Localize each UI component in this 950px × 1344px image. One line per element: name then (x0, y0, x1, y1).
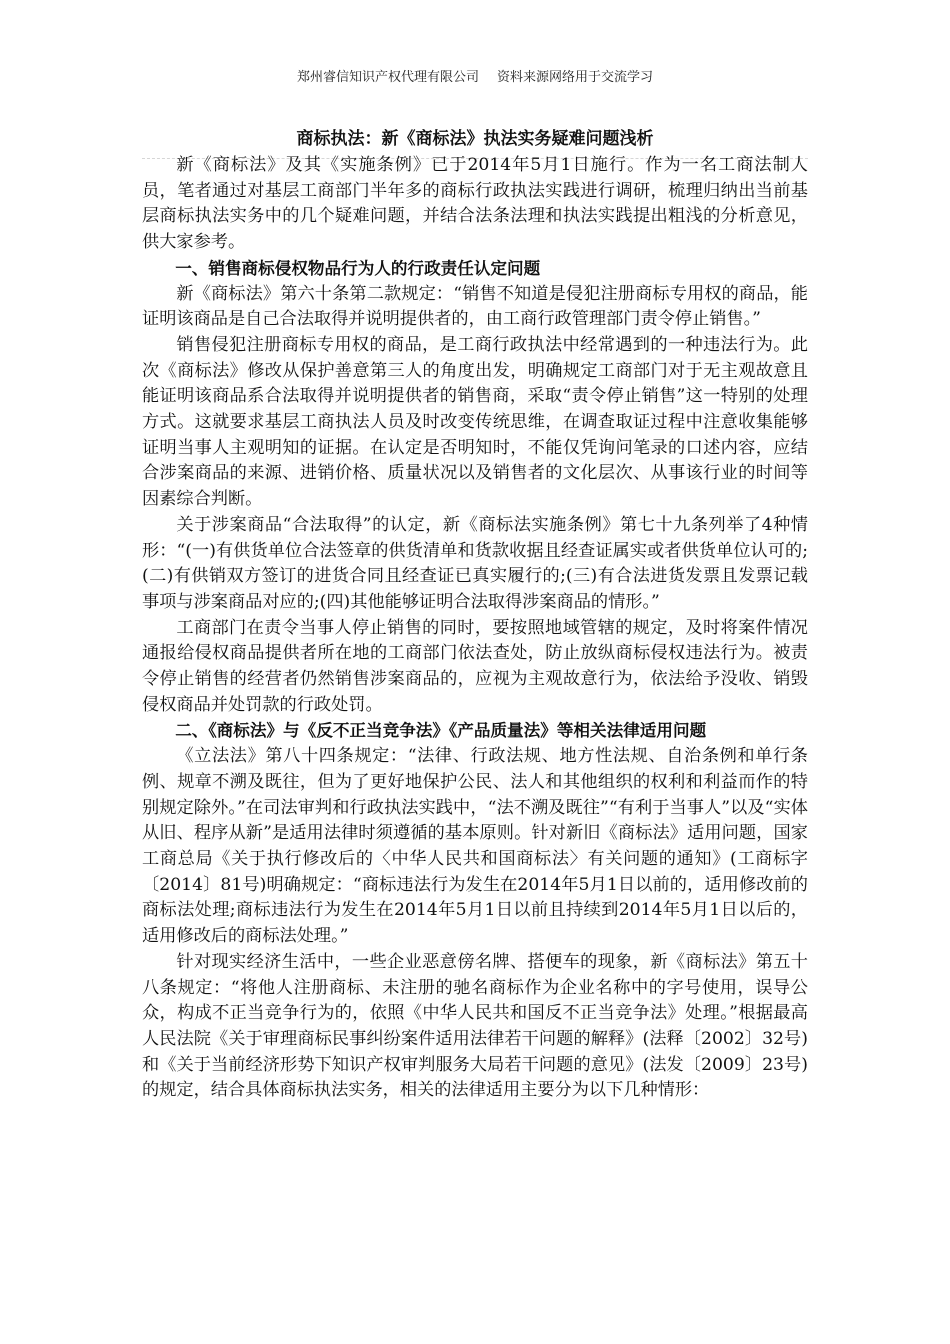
page-header (0, 66, 950, 85)
paragraph: 《立法法》第八十四条规定：“法律、行政法规、地方性法规、自治条例和单行条例、规章不溯及既往，但为了更好地保护公民、法人和其他组织的权利和利益而作的特别规定除外。”在司法审判和行政执法实践中，“法不溯及既往”“有利于当事人”以及“实体从旧、程序从新”是适用法律时须遵循的基本原则。针对新旧《商标法》适用问题，国家工商总局《关于执行修改后的〈中华人民共和国商标法〉有关问题的通知》(工商标字〔2014〕81号)明确规定：“商标违法行为发生在2014年5月1日以前的，适用修改前的商标法处理;商标违法行为发生在2014年5月1日以前且持续到2014年5月1日以后的，适用修改后的商标法处理。” (142, 746, 808, 947)
document-body (142, 153, 808, 1104)
header-company: 郑州睿信知识产权代理有限公司 (296, 70, 479, 85)
section-heading-1: 一、销售商标侵权物品行为人的行政责任认定问题 (175, 258, 541, 278)
paragraph-intro: 新《商标法》及其《实施条例》已于2014年5月1日施行。作为一名工商法制人员，笔者通过对基层工商部门半年多的商标行政执法实践进行调研，梳理归纳出当前基层商标执法实务中的几个疑难问题，并结合法条法理和执法实践提出粗浅的分析意见，供大家参考。 (142, 155, 808, 253)
section-heading-2: 二、《商标法》与《反不正当竞争法》《产品质量法》等相关法律适用问题 (175, 721, 707, 741)
paragraph: 新《商标法》第六十条第二款规定：“销售不知道是侵犯注册商标专用权的商品，能证明该商品是自己合法取得并说明提供者的，由工商行政管理部门责令停止销售。” (142, 283, 808, 330)
document-title: 商标执法：新《商标法》执法实务疑难问题浅析 (296, 129, 654, 149)
paragraph: 针对现实经济生活中，一些企业恶意傍名牌、搭便车的现象，新《商标法》第五十八条规定：“将他人注册商标、未注册的驰名商标作为企业名称中的字号使用，误导公众，构成不正当竞争行为的，依照《中华人民共和国反不正当竞争法》处理。”根据最高人民法院《关于审理商标民事纠纷案件适用法律若干问题的解释》(法释〔2002〕32号)和《关于当前经济形势下知识产权审判服务大局若干问题的意见》(法发〔2009〕23号)的规定，结合具体商标执法实务，相关的法律适用主要分为以下几种情形： (142, 951, 808, 1101)
paragraph: 关于涉案商品“合法取得”的认定，新《商标法实施条例》第七十九条列举了4种情形：“(一)有供货单位合法签章的供货清单和货款收据且经查证属实或者供货单位认可的;(二)有供销双方签订的进货合同且经查证已真实履行的;(三)有合法进货发票且发票记载事项与涉案商品对应的;(四)其他能够证明合法取得涉案商品的情形。” (142, 514, 808, 612)
header-note: 资料来源网络用于交流学习 (497, 70, 654, 85)
paragraph: 销售侵犯注册商标专用权的商品，是工商行政执法中经常遇到的一种违法行为。此次《商标法》修改从保护善意第三人的角度出发，明确规定工商部门对于无主观故意且能证明该商品系合法取得并说明提供者的销售商，采取“责令停止销售”这一特别的处理方式。这就要求基层工商执法人员及时改变传统思维，在调查取证过程中注意收集能够证明当事人主观明知的证据。在认定是否明知时，不能仅凭询问笔录的口述内容，应结合涉案商品的来源、进销价格、质量状况以及销售者的文化层次、从事该行业的时间等因素综合判断。 (142, 334, 808, 510)
paragraph: 工商部门在责令当事人停止销售的同时，要按照地域管辖的规定，及时将案件情况通报给侵权商品提供者所在地的工商部门依法查处，防止放纵商标侵权违法行为。被责令停止销售的经营者仍然销售涉案商品的，应视为主观故意行为，依法给予没收、销毁侵权商品并处罚款的行政处罚。 (142, 617, 808, 715)
